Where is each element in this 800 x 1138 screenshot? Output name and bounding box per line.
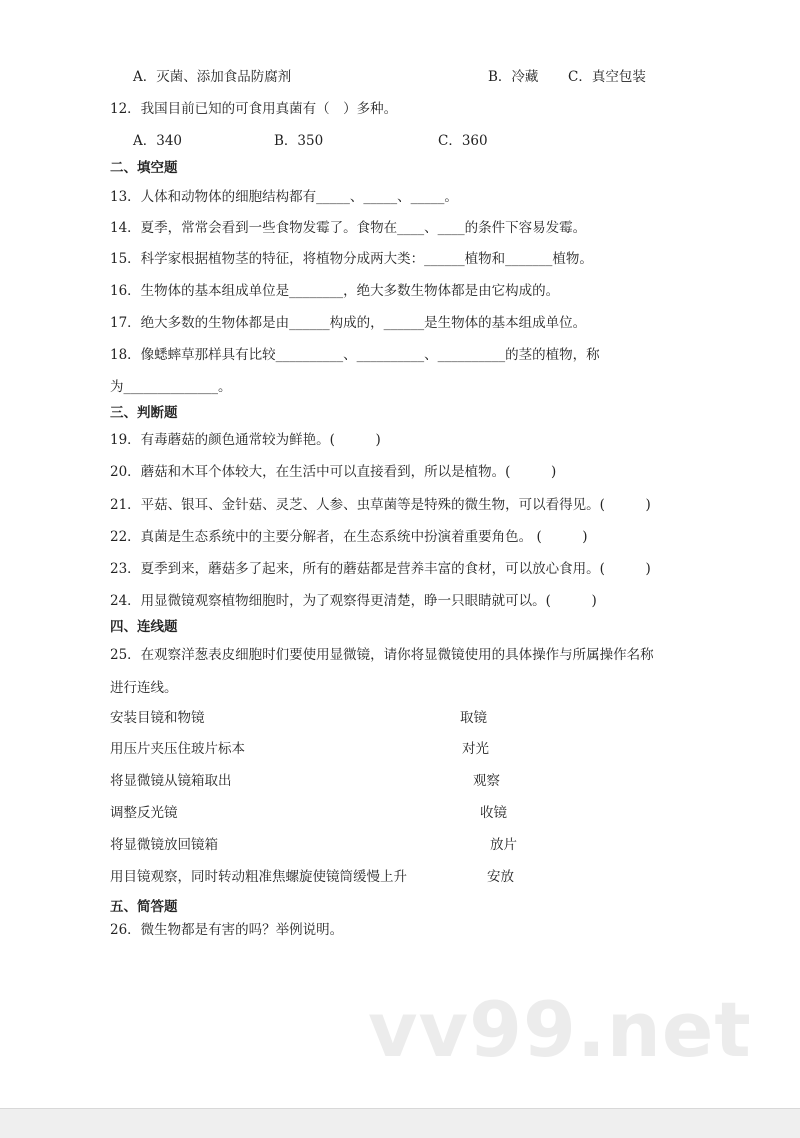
section-heading-matching: 四、连线题 — [110, 619, 178, 635]
question-13: 13．人体和动物体的细胞结构都有_____、_____、_____。 — [110, 189, 458, 205]
section-heading-true-false: 三、判断题 — [110, 405, 178, 421]
match-left-item: 将显微镜从镜箱取出 — [110, 773, 232, 789]
question-23: 23．夏季到来，蘑菇多了起来，所有的蘑菇都是营养丰富的食材，可以放心食用。( ) — [110, 561, 651, 577]
match-right-item: 对光 — [462, 741, 489, 757]
question-15: 15．科学家根据植物茎的特征，将植物分成两大类：______植物和_______植物。 — [110, 251, 593, 267]
question-19: 19．有毒蘑菇的颜色通常较为鲜艳。( ) — [110, 432, 381, 448]
q11-option-b: B．冷藏 — [488, 69, 539, 85]
q12-option-a: A．340 — [133, 133, 183, 149]
question-25-continued: 进行连线。 — [110, 680, 178, 696]
q12-option-c: C．360 — [438, 133, 488, 149]
q11-option-c: C．真空包装 — [568, 69, 646, 85]
match-right-item: 观察 — [473, 773, 500, 789]
question-20: 20．蘑菇和木耳个体较大，在生活中可以直接看到，所以是植物。( ) — [110, 464, 557, 480]
q11-option-a: A．灭菌、添加食品防腐剂 — [133, 69, 292, 85]
match-right-item: 取镜 — [460, 710, 487, 726]
question-26: 26．微生物都是有害的吗？举例说明。 — [110, 922, 344, 938]
watermark: vv99.net — [368, 985, 752, 1074]
match-left-item: 用目镜观察，同时转动粗准焦螺旋使镜筒缓慢上升 — [110, 869, 407, 885]
match-left-item: 用压片夹压住玻片标本 — [110, 741, 245, 757]
match-right-item: 安放 — [487, 869, 514, 885]
match-right-item: 放片 — [490, 837, 517, 853]
match-left-item: 安装目镜和物镜 — [110, 710, 205, 726]
question-17: 17．绝大多数的生物体都是由______构成的，______是生物体的基本组成单位。 — [110, 315, 587, 331]
question-18-continued: 为______________。 — [110, 379, 232, 395]
q12-option-b: B．350 — [274, 133, 324, 149]
question-12: 12．我国目前已知的可食用真菌有（ ）多种。 — [110, 101, 398, 117]
question-21: 21．平菇、银耳、金针菇、灵芝、人参、虫草菌等是特殊的微生物，可以看得见。( ) — [110, 497, 651, 513]
question-22: 22．真菌是生态系统中的主要分解者，在生态系统中扮演着重要角色。 ( ) — [110, 529, 588, 545]
section-heading-short-answer: 五、简答题 — [110, 899, 178, 915]
question-24: 24．用显微镜观察植物细胞时，为了观察得更清楚，睁一只眼睛就可以。( ) — [110, 593, 597, 609]
match-left-item: 调整反光镜 — [110, 805, 178, 821]
question-18: 18．像蟋蟀草那样具有比较__________、__________、__________的茎的植物，称 — [110, 347, 600, 363]
page-footer-bar — [0, 1108, 800, 1138]
question-16: 16．生物体的基本组成单位是________，绝大多数生物体都是由它构成的。 — [110, 283, 560, 299]
match-left-item: 将显微镜放回镜箱 — [110, 837, 218, 853]
question-25: 25．在观察洋葱表皮细胞时们要使用显微镜，请你将显微镜使用的具体操作与所属操作名称 — [110, 647, 654, 663]
match-right-item: 收镜 — [480, 805, 507, 821]
section-heading-fill-blank: 二、填空题 — [110, 160, 178, 176]
question-14: 14．夏季，常常会看到一些食物发霉了。食物在____、____的条件下容易发霉。 — [110, 220, 587, 236]
